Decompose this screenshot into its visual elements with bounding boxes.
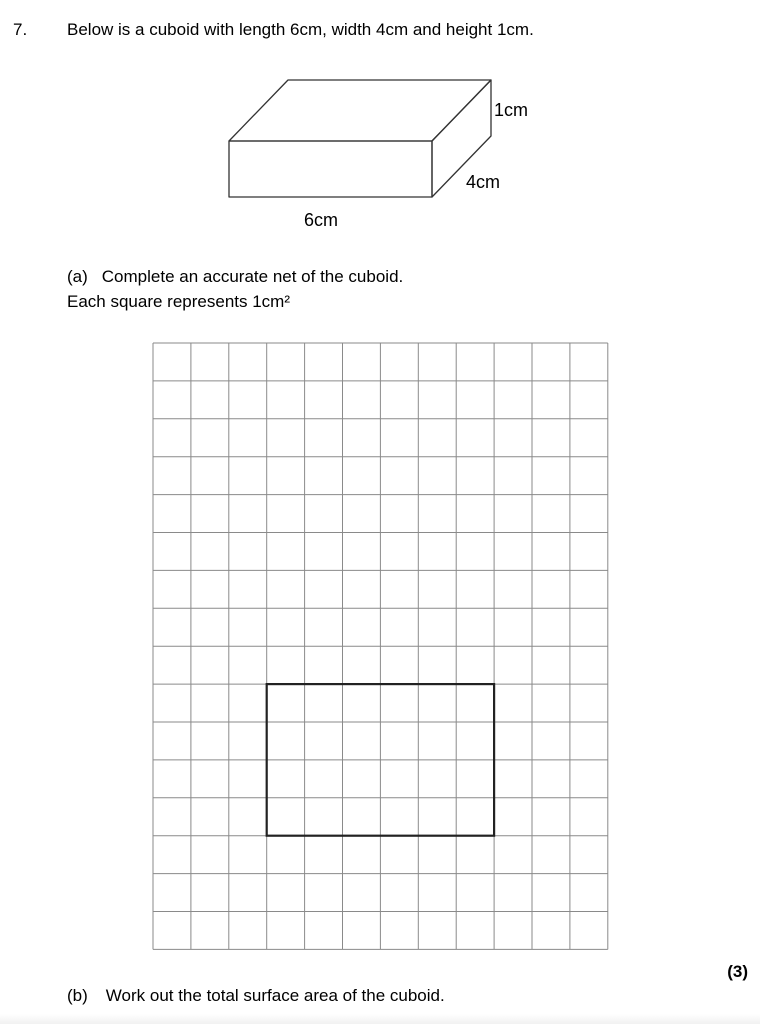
cuboid-diagram [220,72,550,242]
question-number: 7. [13,20,28,39]
part-b-tag: (b) [67,986,88,1005]
part-b-line [67,986,445,1006]
net-grid[interactable] [150,340,610,952]
cuboid-top-face [229,80,491,141]
cuboid-front-face [229,141,432,197]
length-label: 6cm [304,210,339,230]
page-bottom-edge [0,1014,760,1024]
question-intro: Below is a cuboid with length 6cm, width 4cm and height 1cm. [67,20,534,39]
height-label: 1cm [494,100,529,120]
part-b-instruction: Work out the total surface area of the cuboid. [105,986,445,1005]
part-a-note: Each square represents 1cm² [67,292,290,311]
part-a-instruction-line [67,267,403,287]
part-a-marks: (3) [727,962,748,981]
part-a-instruction: Complete an accurate net of the cuboid. [101,267,404,286]
part-a-tag: (a) [67,267,88,286]
width-label: 4cm [466,172,501,192]
